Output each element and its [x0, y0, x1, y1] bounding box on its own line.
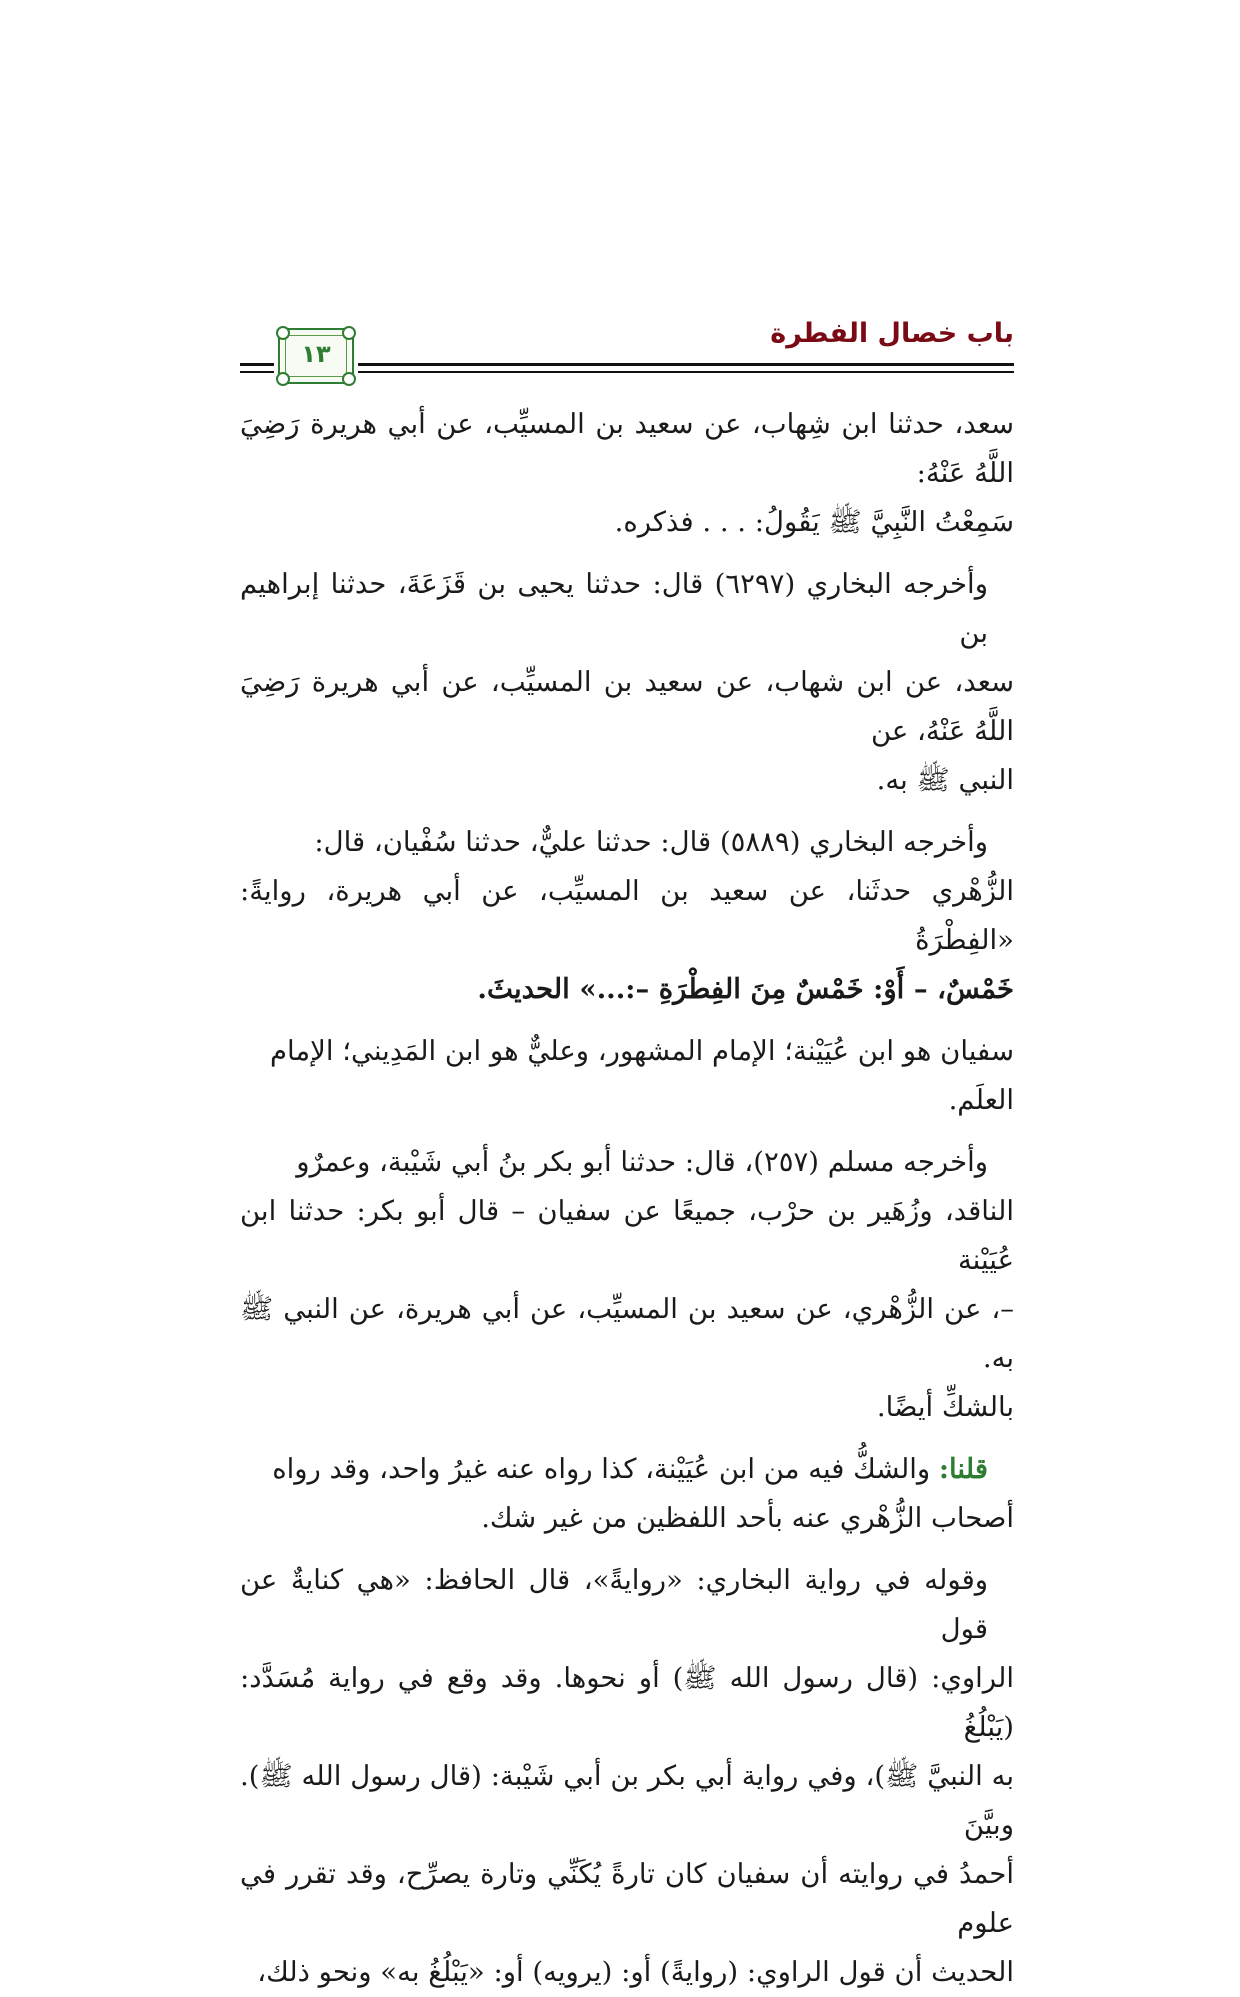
text-line: به النبيَّ ﷺ)، وفي رواية أبي بكر بن أبي شَيْبة: (قال رسول الله ﷺ). وبيَّنَ: [240, 1760, 1014, 1841]
paragraph-1: [240, 400, 1014, 547]
text-line: سفيان هو ابن عُيَيْنة؛ الإمام المشهور، وعليٌّ هو ابن المَدِيني؛ الإمام: [270, 1035, 1014, 1067]
text-line: خَمْسٌ، – أَوْ: خَمْسٌ مِنَ الفِطْرَةِ –:...» الحديثَ.: [477, 973, 1014, 1005]
page-number: ١٣: [301, 340, 331, 368]
header-rule-right-bottom: [358, 371, 1014, 373]
chapter-title: باب خصال الفطرة: [770, 318, 1014, 349]
paragraph-2: [240, 560, 1014, 805]
text-line: بالشكِّ أيضًا.: [876, 1391, 1014, 1423]
text-line: وقوله في رواية البخاري: «روايةً»، قال الحافظ: «هي كنايةٌ عن قول: [240, 1564, 988, 1645]
paragraph-3: [240, 818, 1014, 1014]
paragraph-7: [240, 1556, 1014, 1997]
text-line: أحمدُ في روايته أن سفيان كان تارةً يُكَنِّي وتارة يصرِّح، وقد تقرر في علوم: [240, 1858, 1014, 1939]
paragraph-6: [240, 1445, 1014, 1543]
text-line: الزُّهْري حدثَنا، عن سعيد بن المسيِّب، عن أبي هريرة، روايةً: «الفِطْرَةُ: [240, 875, 1014, 956]
text-line: الراوي: (قال رسول الله ﷺ) أو نحوها. وقد وقع في رواية مُسَدَّد: (يَبْلُغُ: [240, 1662, 1014, 1743]
text-line: الناقد، وزُهَير بن حرْب، جميعًا عن سفيان – قال أبو بكر: حدثنا ابن عُيَيْنة: [240, 1195, 1014, 1276]
text-line: [240, 1445, 1014, 1494]
text-line: وأخرجه مسلم (٢٥٧)، قال: حدثنا أبو بكر بنُ أبي شَيْبة، وعمرٌو: [296, 1146, 988, 1178]
page-header: [240, 318, 1014, 390]
text-line: سَمِعْتُ النَّبِيَّ ﷺ يَقُولُ: . . . فذكره.: [614, 506, 1014, 538]
paragraph-4: [240, 1027, 1014, 1125]
page-body: [240, 400, 1014, 1997]
text-line: –، عن الزُّهْري، عن سعيد بن المسيِّب، عن أبي هريرة، عن النبي ﷺ به.: [240, 1293, 1014, 1374]
text-line-rest: والشكُّ فيه من ابن عُيَيْنة، كذا رواه عنه غيرُ واحد، وقد رواه: [272, 1453, 931, 1485]
text-line: وأخرجه البخاري (٥٨٨٩) قال: حدثنا عليٌّ، حدثنا سُفْيان، قال:: [314, 826, 988, 858]
text-line: سعد، عن ابن شهاب، عن سعيد بن المسيِّب، عن أبي هريرة رَضِيَ اللَّهُ عَنْهُ، عن: [240, 666, 1014, 747]
paragraph-5: [240, 1138, 1014, 1432]
text-line: النبي ﷺ به.: [876, 764, 1014, 796]
header-rule-left-top: [240, 363, 274, 366]
qulna-label: قلنا:: [938, 1453, 988, 1485]
header-rule-right-top: [358, 363, 1014, 366]
text-line: سعد، حدثنا ابن شِهاب، عن سعيد بن المسيِّب، عن أبي هريرة رَضِيَ اللَّهُ عَنْهُ:: [240, 408, 1014, 489]
header-rule-left-bottom: [240, 371, 274, 373]
text-line: وأخرجه البخاري (٦٢٩٧) قال: حدثنا يحيى بن قَزَعَةَ، حدثنا إبراهيم بن: [240, 568, 988, 649]
text-line: الحديث أن قول الراوي: (روايةً) أو: (يرويه) أو: «يَبْلُغُ به» ونحو ذلك،: [257, 1956, 1014, 1988]
text-line: العلَم.: [948, 1084, 1014, 1116]
page-number-badge: [278, 328, 354, 384]
text-line: أصحاب الزُّهْري عنه بأحد اللفظين من غير شك.: [481, 1502, 1014, 1534]
